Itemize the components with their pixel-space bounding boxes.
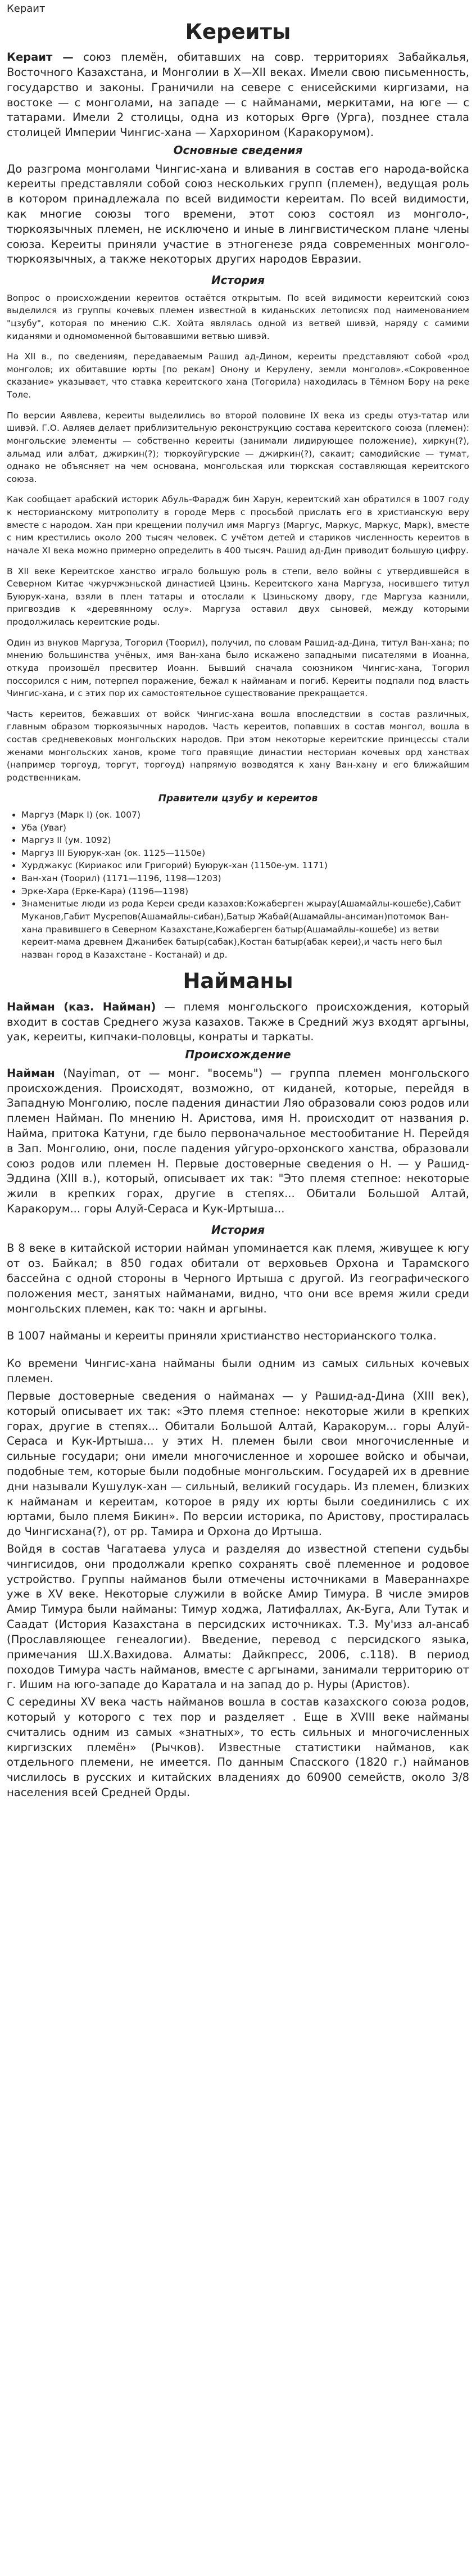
naiman-history-paragraph: Ко времени Чингис-хана найманы были одним из самых сильных кочевых племен. [7, 1357, 469, 1386]
kereit-history-paragraph: В XII веке Кереитское ханство играло большую роль в степи, вело войны с утвердившейся в Северном Китае чжурчжэньской династией Цзинь. Кереитского хана Маргуза, носившего титул Буюрук-хана, взяли в плен татары и отослали к Цзиньскому двору, где Маргуза казнили, пригвоздив к «деревянному ослу». Маргуза оставил двух сыновей, между которыми продолжилась кереитские роды. [7, 566, 469, 628]
list-item: • Ван-хан (Тоорил) (1171—1196, 1198—1203) [21, 872, 469, 885]
naiman-history-paragraph: В 8 веке в китайской истории найман упоминается как племя, живущее к югу от оз. Байкал; в 850 годах обитали от верховьев Орхона и Тарамского бассейна с одной стороны в Черного Иртыша с другой. Из географического положения мест, занятых найманами, видно, что они все время жили среди монгольских племен, как то: чакн и аргыны. [7, 1242, 469, 1315]
naiman-origin-body: (Nayiman, от — монг. "восемь") — группа племен монгольского происхождения. Происходят, возможно, от киданей, которые, перейдя в Западную Монголию, после падения династии Ляо образовали союз родов или племен Найман. По мнению Н. Аристова, имя Н. происходит от названия р. Найма, притока Катуни, где было первоначальное местообитание Н. Перейдя в Зап. Монголию, они, после падения уйгуро-орхонского ханства, образовали союз родов или племен Н. Первые достоверные сведения о Н. — у Рашид-Эддина (XIII в.), который, описывает их так: "Это племя степное: некоторые жили в крепких горах, другие в степях... Обитали Большой Алтай, Каракорум... горы Алуй-Сераса и Кук-Иртыша... [7, 1066, 469, 1216]
naiman-intro-text: — племя монгольского происхождения, который входит в состав Среднего жуза казахов. Также в Средний жуз входят аргыны, уак, кереиты, кипчаки-половцы, конраты и таркаты. [7, 1000, 469, 1044]
kereit-history-paragraph: Как сообщает арабский историк Абуль-Фарадж бин Харун, кереитский хан обратился в 1007 году к несторианскому митрополиту в городе Мерв с просьбой прислать его в христианскую веру вместе с народом. Хан при крещении получил имя Маргуз (Маргус, Маркус, Маркус, Марк), вместе с ним крестились около 200 тысяч человек. С учётом детей и стариков численность кереитов в начале XI века можно примерно определить в 400 тысяч. Рашид ад-Дин приводит большую цифру. [7, 494, 469, 556]
naiman-history-paragraph: В 1007 найманы и кереиты приняли христианство несторианского толка. [7, 1329, 437, 1343]
list-item: • Убa (Уваr) [21, 822, 469, 834]
naiman-history-paragraph: Войдя в состав Чагатаева улуса и разделяя до известной степени судьбы чингисидов, они продолжали крепко сохранять своё племенное и родовое устройство. Группы найманов были отмечены источниками в Мавераннахре уже в XV веке. Некоторые служили в войске Амир Тимура. В числе эмиров Амир Тимура были найманы: Тимур ходжа, Латифаллах, Ак-Буга, Али Тутак и Саадат (История Казахстана в персидских источниках. Т.3. Му'изз ал-ансаб (Прославляющее генеалогии). Введение, перевод с персидского языка, примечания Ш.Х.Вахидова. Алматы: Дайкпресс, 2006, с.118). В период походов Тимура часть найманов, вместе с аргынами, занимали территорию от г. Ишим на юго-западе до Каратала и на запад до р. Нуры (Аристов). [7, 1542, 469, 1691]
naiman-history-heading: История [211, 1222, 265, 1237]
list-item: • Маргуз II (ум. 1092) [21, 834, 469, 847]
naiman-intro-lead: Найман (каз. Найман) [7, 1000, 156, 1013]
kereit-intro-text: союз племён, обитавших на совр. территориях Забайкалья, Восточного Казахстана, и Монголии в X—XII веках. Имели свою письменность, государство и законы. Граничили на севере с енисейскими киргизами, на востоке — с монголами, на западе — с найманами, меркитами, на юге — с татарами. Имели 2 столицы, одна из которых Ѳргѳ (Урга), позднее стала столицей Империи Чингис-хана — Хархорином (Каракорумом). [7, 51, 469, 139]
kereit-title: Кереиты [185, 19, 291, 44]
kereit-history-heading: История [211, 273, 265, 287]
naiman-history-paragraph: С середины XV века часть найманов вошла в состав казахского союза родов, который у которого с тех пор и разделяет . Еще в XVIII веке найманы считались одним из самых «знатных», то есть сильных и многочисленных киргизских племён» (Рычков). Известные статистики найманов, как отдельного племени, не имеется. По данным Спасского (1820 г.) найманов числилось в русских и китайских владениях до 60900 семейств, около 3/8 населения всей Средней Орды. [7, 1695, 469, 1799]
kereit-intro [7, 50, 469, 141]
kereit-basic-heading: Основные сведения [173, 143, 303, 157]
kereit-history-paragraph: Вопрос о происхождении кереитов остаётся открытым. По всей видимости кереитский союз выделился из группы кочевых племен известной в киданьских летописях под наименованием "цзубу", которая по мнению С.К. Хойта являлась одной из ветвей шивэй, наряду с самими киданями и одномоменной бытовавшими ветвью шивэй. [7, 292, 469, 341]
breadcrumb: Кераит [7, 3, 46, 15]
list-item: • Маргуз III Буюрук-хан (ок. 1125—1150е) [21, 847, 469, 860]
list-item: • Маргуз (Марк I) (ок. 1007) [21, 809, 469, 822]
naiman-intro [7, 1000, 469, 1045]
kereit-rulers-list [7, 809, 469, 962]
naiman-origin-text [7, 1066, 469, 1217]
naiman-history-paragraph: Первые достоверные сведения о найманах — у Рашид-ад-Дина (XIII век), который описывает их так: «Это племя степное: некоторые жили в крепких горах, другие в степях... Обитали Большой Алтай, Каракорум... горы Алуй-Сераса и Кук-Иртыша... у этих Н. племен были свои многочисленные и сильные государи; они имели многочисленное и хорошее войско и обычаи, подобные тем, которые были подобные монгольским. Государей их в древние дни называли Кушулук-хан — сильный, великий государь. Из племен, близких к найманам и кереитам, которое в ряду их юрты были соединились с их юртами, было племя Бикин». По версии историка, по Аристову, простиралась до Чингисхана(?), от рр. Тамира и Орхона до Иртыша. [7, 1389, 469, 1539]
naiman-origin-heading: Происхождение [185, 1048, 291, 1062]
naiman-origin-lead: Найман [7, 1066, 55, 1080]
kereit-history-paragraph: На XII в., по сведениям, передаваемым Рашид ад-Дином, кереиты представляют собой «род монголов; их обитавшие юрты [по рекам] Онону и Керулену, земли монголов».«Сокровенное сказание» указывает, что ставка кереитского хана (Тогорила) находилась в Тёмном Бору на реке Толе. [7, 351, 469, 400]
kereit-rulers-heading: Правители цзубу и кереитов [158, 792, 318, 804]
kereit-intro-lead: Кераит — [7, 51, 74, 64]
kereit-history-paragraph: Часть кереитов, бежавших от войск Чингис-хана вошла впоследствии в состав различных, главным образом тюркоязычных народов. Часть кереитов, попавших в состав монгол, вошла в состав средневековых монгольских народов. При этом некоторые кереитские принцессы стали женами монгольских ханов, кроме того правящие династии несториан кочевых орд ханствах (например торгоуд, торгут, торгоуд) напрямую возводятся к хану Ван-хану и его ближайшим родственникам. [7, 709, 469, 783]
kereit-history-paragraph: По версии Аявлева, кереиты выделились во второй половине IX века из среды отуз-татар или шивэй. Г.О. Авляев делает приблизительную реконструкцию состава кереитского союза (племен): монгольские элементы — собственно кереиты (занимали лидирующее положение), хиркун(?), альмад или албат, джиркин(?); тюркоуйгурские — джиркин(?), сакаит; самодийские — тумат, однако не объясняет на чем основана, монгольская или тюркская составляющая кереитского союза. [7, 410, 469, 484]
kereit-basic-text: До разгрома монголами Чингис-хана и вливания в состав его народа-войска кереиты представляли собой союз нескольких групп (племен), ведущая роль в котором принадлежала по всей видимости кереитам. По всей видимости, как многие союзы того времени, этот союз состоял из монголо-, тюркоязычных племен, не исключено и иные в лингвистическом плане члены союза. Кереиты приняли участие в этногенезе ряда современных монголо-тюркоязычных, а также некоторых других народов Евразии. [7, 162, 469, 266]
list-item: • Хурджакус (Кириакос или Григорий) Буюрук-хан (1150е-ум. 1171) [21, 859, 469, 872]
kereit-history-paragraph: Один из внуков Маргуза, Тогорил (Тоорил), получил, по словам Рашид-ад-Дина, титул Ван-хана; по мнению большинства учёных, имя Ван-хана было искажено западными писателями в Иоанна, откуда произошёл пресвитер Иоанн. Бывший сначала союзником Чингис-хана, Тогорил поссорился с ним, потерпел поражение, бежал к найманам и погиб. Кереиты подпали под власть Чингис-хана, и с этих пор их самостоятельное существование прекращается. [7, 637, 469, 699]
naiman-title: Найманы [183, 969, 293, 994]
list-item: • Знаменитые люди из рода Кереи среди казахов:Кожаберген жырау(Ашамайлы-кошебе),Сабит Муканов,Габит Мусрепов(Ашамайлы-сибан),Батыр Жабай(Ашамайлы-ансиман)потомок Ван-хана правившего в Северном Казахстане,Кожаберген батыр(Ашамайлы-кошебе) из ветви кереит-мама древнем Джанибек батыр(сабак),Костан батыр(абак кереи),и часть него был назван город в Казахстане - Костанай) и др. [21, 897, 469, 961]
list-item: • Эрке-Хара (Ерке-Кара) (1196—1198) [21, 885, 469, 898]
